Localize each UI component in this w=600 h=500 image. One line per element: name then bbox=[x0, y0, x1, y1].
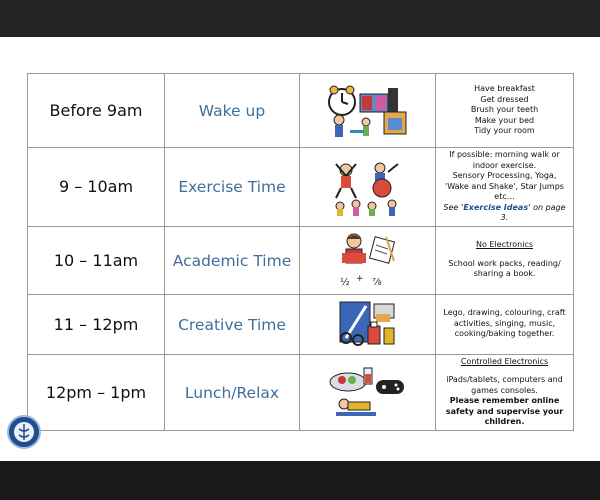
svg-text:½: ½ bbox=[339, 277, 350, 288]
description-cell bbox=[436, 294, 574, 354]
description-cell bbox=[436, 354, 574, 430]
exercise-people-icon bbox=[330, 158, 406, 216]
online-safety-note: Please remember online safety and supervise your children. bbox=[445, 396, 564, 426]
desc-line: Get dressed bbox=[480, 94, 529, 104]
desc-line: School work packs, reading/ sharing a book. bbox=[448, 258, 561, 279]
no-electronics-heading: No Electronics bbox=[475, 240, 534, 250]
description-cell bbox=[436, 226, 574, 294]
table-row bbox=[28, 148, 574, 227]
controlled-electronics-heading: Controlled Electronics bbox=[460, 356, 549, 366]
desc-line: Lego, drawing, colouring, craft activities, singing, music, cooking/baking together. bbox=[443, 308, 566, 339]
desc-line: Have breakfast bbox=[474, 84, 535, 94]
activity-cell: Creative Time bbox=[165, 294, 300, 354]
daily-schedule-table bbox=[27, 73, 574, 431]
desc-line: Sensory Processing, Yoga, 'Wake and Shake', Star Jumps etc… bbox=[445, 171, 564, 201]
bottom-bar bbox=[0, 461, 600, 500]
see-exercise-ideas: See 'Exercise Ideas' on page 3. bbox=[443, 202, 566, 222]
activity-cell: Academic Time bbox=[165, 226, 300, 294]
time-cell: 11 – 12pm bbox=[28, 294, 165, 354]
desc-line: Tidy your room bbox=[474, 126, 535, 136]
food-gamepad-relax-icon bbox=[328, 364, 408, 420]
clock-toothbrush-bed-icon bbox=[322, 82, 414, 140]
table-row bbox=[28, 74, 574, 148]
desc-line: Brush your teeth bbox=[470, 105, 539, 115]
picture-cell bbox=[300, 74, 436, 148]
description-cell bbox=[436, 74, 574, 148]
description-cell bbox=[436, 148, 574, 227]
svg-text:+: + bbox=[355, 274, 364, 284]
school-crest-icon bbox=[7, 415, 41, 449]
activity-cell: Wake up bbox=[165, 74, 300, 148]
time-cell: 12pm – 1pm bbox=[28, 354, 165, 430]
svg-text:⅞: ⅞ bbox=[371, 277, 382, 288]
reading-writing-maths-icon bbox=[336, 231, 400, 289]
desc-line: iPads/tablets, computers and games consoles. bbox=[446, 375, 563, 395]
desc-line: Make your bed bbox=[474, 115, 535, 125]
activity-cell: Lunch/Relax bbox=[165, 354, 300, 430]
time-cell: 9 – 10am bbox=[28, 148, 165, 227]
table-row bbox=[28, 354, 574, 430]
picture-cell bbox=[300, 294, 436, 354]
table-row bbox=[28, 226, 574, 294]
picture-cell bbox=[300, 226, 436, 294]
table-row bbox=[28, 294, 574, 354]
activity-cell: Exercise Time bbox=[165, 148, 300, 227]
document-page bbox=[0, 37, 600, 461]
picture-cell bbox=[300, 354, 436, 430]
craft-scissors-glue-icon bbox=[336, 298, 400, 350]
desc-line: If possible: morning walk or indoor exercise. bbox=[449, 150, 560, 170]
top-bar bbox=[0, 0, 600, 37]
picture-cell bbox=[300, 148, 436, 227]
time-cell: 10 – 11am bbox=[28, 226, 165, 294]
time-cell: Before 9am bbox=[28, 74, 165, 148]
